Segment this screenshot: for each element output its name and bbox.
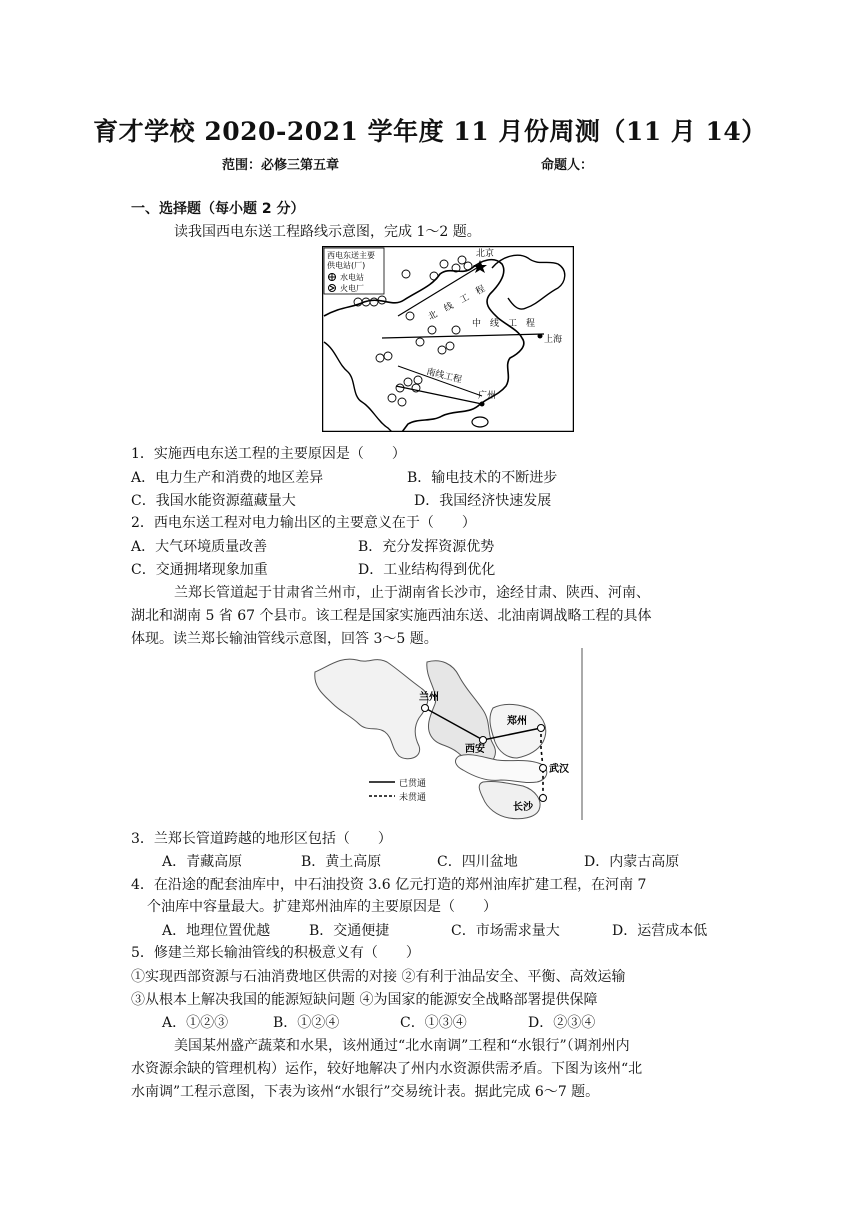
q2-option-b: B．充分发挥资源优势 [358, 539, 495, 555]
xian-dot-icon [480, 737, 487, 744]
passage3-line3: 水南调”工程示意图，下表为该州“水银行”交易统计表。据此完成 6～7 题。 [131, 1084, 600, 1100]
q5-stem: 5．修建兰郑长输油管线的积极意义有（ ） [131, 945, 420, 961]
legend-hydro: 水电站 [340, 273, 364, 282]
passage2-line2: 湖北和湖南 5 省 67 个县市。该工程是国家实施西油东送、北油南调战略工程的具体 [131, 608, 652, 624]
passage3-line1: 美国某州盛产蔬菜和水果，该州通过“北水南调”工程和“水银行”（调剂州内 [174, 1038, 630, 1054]
lanzhou-dot-icon [422, 705, 429, 712]
city-shanghai: 上海 [544, 335, 563, 345]
q2-stem: 2．西电东送工程对电力输出区的主要意义在于（ ） [131, 515, 476, 531]
q1-option-c: C．我国水能资源蕴藏量大 [131, 493, 296, 509]
passage2-line3: 体现。读兰郑长输油管线示意图，回答 3～5 题。 [131, 631, 438, 647]
q5-option-d: D．②③④ [528, 1015, 596, 1031]
city-guangzhou: 广州 [478, 391, 497, 401]
city-zhengzhou: 郑州 [507, 716, 527, 727]
page-title: 育才学校 2020-2021 学年度 11 月份周测（11 月 14） [93, 117, 767, 146]
city-xian: 西安 [465, 744, 485, 755]
west-east-power-map [322, 246, 574, 432]
zhengzhou-dot-icon [538, 725, 545, 732]
beijing-star-icon [473, 260, 487, 273]
guangzhou-dot-icon [480, 402, 485, 407]
q3-stem: 3．兰郑长管道跨越的地形区包括（ ） [131, 831, 392, 847]
q4-stem-line1: 4．在沿途的配套油库中，中石油投资 3.6 亿元打造的郑州油库扩建工程，在河南 7 [131, 877, 647, 893]
city-lanzhou: 兰州 [419, 692, 439, 703]
legend-title-2: 供电站(厂) [327, 261, 366, 270]
legend-title-1: 西电东送主要 [327, 251, 375, 260]
q4-option-a: A．地理位置优越 [162, 923, 271, 939]
q5-statements-1: ①实现西部资源与石油消费地区供需的对接 ②有利于油品安全、平衡、高效运输 [131, 969, 626, 985]
q1-option-d: D．我国经济快速发展 [414, 493, 552, 509]
q4-option-b: B．交通便捷 [309, 923, 390, 939]
legend-built: 已贯通 [399, 779, 427, 789]
q1-option-b: B．输电技术的不断进步 [407, 470, 558, 486]
q5-option-c: C．①③④ [400, 1015, 467, 1031]
q2-option-c: C．交通拥堵现象加重 [131, 562, 268, 578]
hydro-legend-icon [328, 273, 336, 281]
scope-label: 范围：必修三第五章 [222, 158, 340, 173]
passage3-line2: 水资源余缺的管理机构）运作，较好地解决了州内水资源供需矛盾。下图为该州“北 [131, 1061, 643, 1077]
q4-option-d: D．运营成本低 [612, 923, 708, 939]
q5-option-b: B．①②④ [273, 1015, 340, 1031]
q3-option-a: A．青藏高原 [162, 854, 243, 870]
q1-stem: 1．实施西电东送工程的主要原因是（ ） [131, 446, 406, 462]
q4-option-c: C．市场需求量大 [451, 923, 560, 939]
q2-option-d: D．工业结构得到优化 [358, 562, 496, 578]
q3-option-c: C．四川盆地 [437, 854, 518, 870]
city-changsha: 长沙 [513, 802, 533, 813]
route-north-label: 北 线 工 程 [426, 284, 488, 323]
legend-unbuilt: 未贯通 [399, 793, 427, 803]
route-middle-label: 中 线 工 程 [472, 319, 536, 329]
q5-statements-2: ③从根本上解决我国的能源短缺问题 ④为国家的能源安全战略部署提供保障 [131, 992, 598, 1008]
section-intro: 读我国西电东送工程路线示意图，完成 1～2 题。 [174, 224, 481, 240]
pipeline-map [307, 648, 583, 820]
wuhan-dot-icon [540, 765, 547, 772]
city-wuhan: 武汉 [549, 764, 569, 775]
legend-thermal: 火电厂 [340, 284, 364, 293]
q2-option-a: A．大气环境质量改善 [131, 539, 268, 555]
q1-option-a: A．电力生产和消费的地区差异 [131, 470, 324, 486]
q4-stem-line2: 个油库中容量最大。扩建郑州油库的主要原因是（ ） [147, 899, 497, 915]
shanghai-dot-icon [538, 334, 543, 339]
q3-option-b: B．黄土高原 [301, 854, 382, 870]
q3-option-d: D．内蒙古高原 [584, 854, 680, 870]
route-south-label: 南线工程 [425, 367, 463, 386]
section-heading: 一、选择题（每小题 2 分） [131, 201, 305, 217]
passage2-line1: 兰郑长管道起于甘肃省兰州市，止于湖南省长沙市，途经甘肃、陕西、河南、 [174, 585, 650, 601]
changsha-dot-icon [540, 795, 547, 802]
q5-option-a: A．①②③ [162, 1015, 229, 1031]
author-label: 命题人： [541, 158, 594, 173]
city-beijing: 北京 [476, 249, 495, 259]
